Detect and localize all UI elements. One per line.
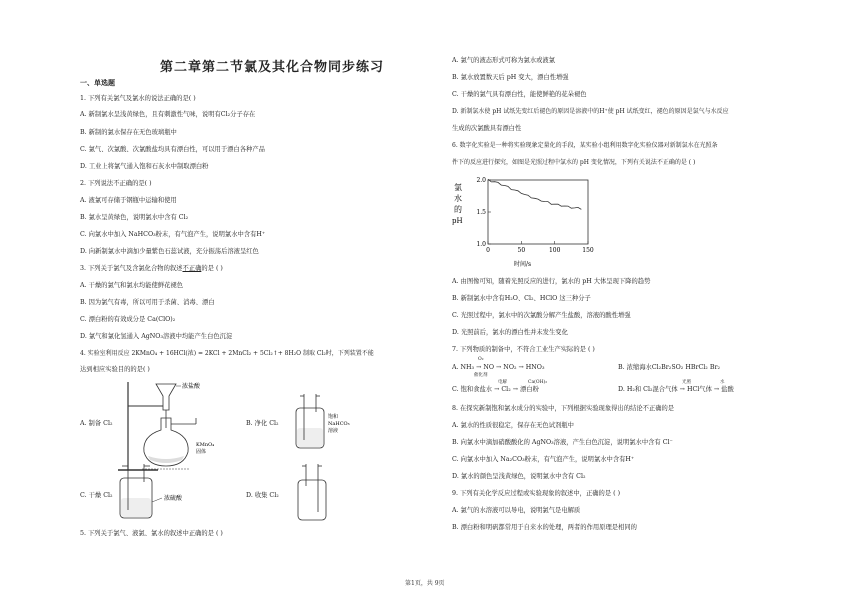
- q7-option-b: B. 浓缩海水Cl₂Br₂SO₂ HBrCl₂ Br₂: [618, 364, 720, 371]
- q9-option-a: A. 氯气的水溶液可以导电，说明氯气是电解质: [452, 507, 581, 514]
- apparatus-b-figure: [288, 392, 368, 450]
- q1-option-c: C. 氯气、次氯酸、次氯酸盐均具有漂白性，可以用于漂白各种产品: [80, 146, 265, 153]
- q4-option-b: B. 净化 Cl₂: [246, 420, 279, 427]
- q3-option-a: A. 干燥的氯气和氯水均能使鲜花褪色: [80, 282, 184, 289]
- q8-option-b: B. 向氯水中滴加硝酸酸化的 AgNO₃溶液，产生白色沉淀，说明氯水中含有 Cl⁻: [452, 439, 673, 446]
- q3-option-c: C. 漂白粉的有效成分是 Ca(ClO)₂: [80, 316, 176, 323]
- kmno4-label-2: 固体: [196, 449, 207, 455]
- apparatus-d-figure: [290, 462, 350, 524]
- q1-stem: 1. 下列有关氯气及氯水的说法正确的是( ): [80, 95, 196, 102]
- q3-stem: [80, 265, 223, 273]
- q7-c-arrow-top2: Ca(OH)₂: [528, 380, 548, 385]
- q5-option-b: B. 氯水放置数天后 pH 变大，漂白性增强: [452, 74, 569, 81]
- q2-option-b: B. 氯水呈黄绿色，说明氯水中含有 Cl₂: [80, 214, 189, 221]
- q3-stem-underlined: 不正确: [182, 265, 202, 272]
- q8-stem: 8. 在探究新制饱和氯水成分的实验中，下列根据实验现象得出的结论不正确的是: [452, 405, 675, 412]
- q7-option-c: C. 饱和食盐水 → Cl₂ → 漂白粉: [452, 386, 539, 393]
- q1-option-a: A. 新制氯水呈浅黄绿色，且有刺激性气味，说明有Cl₂分子存在: [80, 111, 256, 118]
- q6-stem-line2: 件下的反应进行探究，如图是光照过程中氯水的 pH 变化情况，下列有关说法不正确的是 ( ): [452, 159, 696, 166]
- q6-stem-line1: 6. 数字化实验是一种将实验现象定量化的手段，某实验小组利用数字化实验仪器对新制氯水在光照条: [452, 142, 718, 149]
- q3-stem-a: 3. 下列关于氯气及含氯化合物的叙述: [80, 265, 183, 272]
- q7-a-arrow-top: O₂: [478, 357, 484, 362]
- kmno4-label-1: KMnO₄: [196, 442, 215, 448]
- y-tick-label: 1.0: [476, 241, 486, 248]
- x-tick-label: 100: [548, 247, 561, 254]
- q5-option-c: C. 干燥的氯气具有漂白性，能使鲜艳的花朵褪色: [452, 91, 587, 98]
- acid-label: 浓盐酸: [182, 383, 201, 390]
- q2-option-a: A. 液氯可存储于钢瓶中运输和使用: [80, 197, 177, 204]
- q3-option-d: D. 氯气和氯化氢通入 AgNO₃溶液中均能产生白色沉淀: [80, 333, 233, 340]
- sulfuric-acid-label: 浓硫酸: [164, 495, 183, 502]
- q7-stem: 7. 下列物质的制备中，不符合工业生产实际的是 ( ): [452, 346, 595, 353]
- q2-option-c: C. 向氯水中加入 NaHCO₃粉末，有气泡产生，说明氯水中含有H⁺: [80, 231, 266, 238]
- q7-d-arrow-top2: 水: [720, 380, 725, 385]
- saturated-label-3: 溶液: [328, 428, 339, 434]
- x-tick-label: 150: [582, 247, 594, 254]
- q7-option-d: D. H₂和 Cl₂混合气体 → HCl气体 → 盐酸: [618, 386, 734, 393]
- q4-option-d: D. 收集 Cl₂: [246, 492, 279, 499]
- q6-option-b: B. 新制氯水中含有H₂O、Cl₂、HClO 这三种分子: [452, 295, 591, 302]
- y-axis-label-1: 氯: [454, 183, 462, 192]
- q8-option-a: A. 氯水的性质很稳定，保存在无色试剂瓶中: [452, 422, 574, 429]
- q5-option-d-line1: D. 新制氯水使 pH 试纸先变红后褪色的原因是溶液中的H⁺使 pH 试纸变红，褪色的原因是氯气与水反应: [452, 108, 729, 115]
- q7-option-a-text: A. NH₃ → NO → NO₂ → HNO₃: [452, 364, 545, 371]
- saturated-label-2: NaHCO₃: [328, 421, 350, 427]
- q7-d-arrow-top: 光照: [682, 380, 691, 385]
- y-axis-label-3: 的: [454, 205, 462, 214]
- saturated-label-1: 饱和: [328, 414, 339, 420]
- section-heading: 一、单选题: [80, 78, 115, 87]
- q5-stem: 5. 下列关于氯气、液氯、氯水的叙述中正确的是 ( ): [80, 530, 223, 537]
- y-tick-label: 1.5: [476, 209, 486, 216]
- q5-option-a: A. 氯气的液态形式可称为氯水或液氯: [452, 57, 556, 64]
- q5-option-d-line2: 生成的次氯酸具有漂白性: [452, 125, 522, 132]
- x-tick-label: 0: [486, 247, 490, 254]
- q1-option-b: B. 新制的氯水保存在无色玻璃瓶中: [80, 129, 177, 136]
- q6-option-d: D. 光照前后，氯水的漂白性并未发生变化: [452, 329, 568, 336]
- q4-stem-line2: 达到相应实验目的的是( ): [80, 366, 150, 373]
- q8-option-c: C. 向氯水中加入 Na₂CO₃粉末，有气泡产生，说明氯水中含有H⁺: [452, 456, 635, 463]
- q8-option-d: D. 氯水的颜色呈浅黄绿色，说明氯水中含有 Cl₂: [452, 473, 586, 480]
- y-axis-label-4: pH: [452, 217, 463, 225]
- q7-a-arrow-bottom: 催化剂: [474, 373, 488, 378]
- ph-line-chart: [452, 174, 602, 270]
- x-tick-label: 50: [517, 247, 526, 254]
- q7-option-a: [452, 364, 544, 372]
- page-footer: 第1页，共 9页: [405, 580, 445, 587]
- ylabel-group: [452, 182, 463, 225]
- q2-stem: 2. 下列说法不正确的是( ): [80, 180, 152, 187]
- q3-stem-b: 的是 ( ): [201, 265, 223, 272]
- q4-option-c: C. 干燥 Cl₂: [80, 492, 113, 499]
- y-axis-label-2: 水: [454, 194, 462, 203]
- q6-option-a: A. 由图像可知，随着光照反应的进行，氯水的 pH 大体呈现下降的趋势: [452, 278, 651, 285]
- page-title: 第二章第二节氯及其化合物同步练习: [160, 60, 385, 75]
- x-axis-label: 时间/s: [514, 261, 532, 268]
- q9-stem: 9. 下列有关化学反应过程或实验现象的叙述中，正确的是 ( ): [452, 490, 621, 497]
- q3-option-b: B. 因为氯气有毒，所以可用于杀菌、消毒、漂白: [80, 299, 215, 306]
- q1-option-d: D. 工业上将氯气通入饱和石灰水中制取漂白粉: [80, 163, 209, 170]
- q4-stem-line1: 4. 实验室利用反应 2KMnO₄ + 16HCl(浓) = 2KCl + 2MnCl₂ + 5Cl₂↑+ 8H₂O 制取 Cl₂时，下列装置不能: [80, 350, 374, 357]
- q6-option-c: C. 光照过程中，氯水中的次氯酸分解产生盐酸，溶液的酸性增强: [452, 312, 631, 319]
- apparatus-c-figure: [116, 462, 216, 522]
- ph-series-line: [488, 179, 581, 209]
- q7-c-arrow-top1: 电解: [498, 380, 507, 385]
- q9-option-b: B. 漂白粉和明矾都常用于自来水的处理，两者的作用原理是相同的: [452, 524, 637, 531]
- y-tick-label: 2.0: [476, 177, 486, 184]
- q4-option-a: A. 制备 Cl₂: [80, 420, 113, 427]
- plot-frame: [488, 180, 588, 244]
- q2-option-d: D. 向新制氯水中滴加少量紫色石蕊试液，充分振荡后溶液呈红色: [80, 248, 259, 255]
